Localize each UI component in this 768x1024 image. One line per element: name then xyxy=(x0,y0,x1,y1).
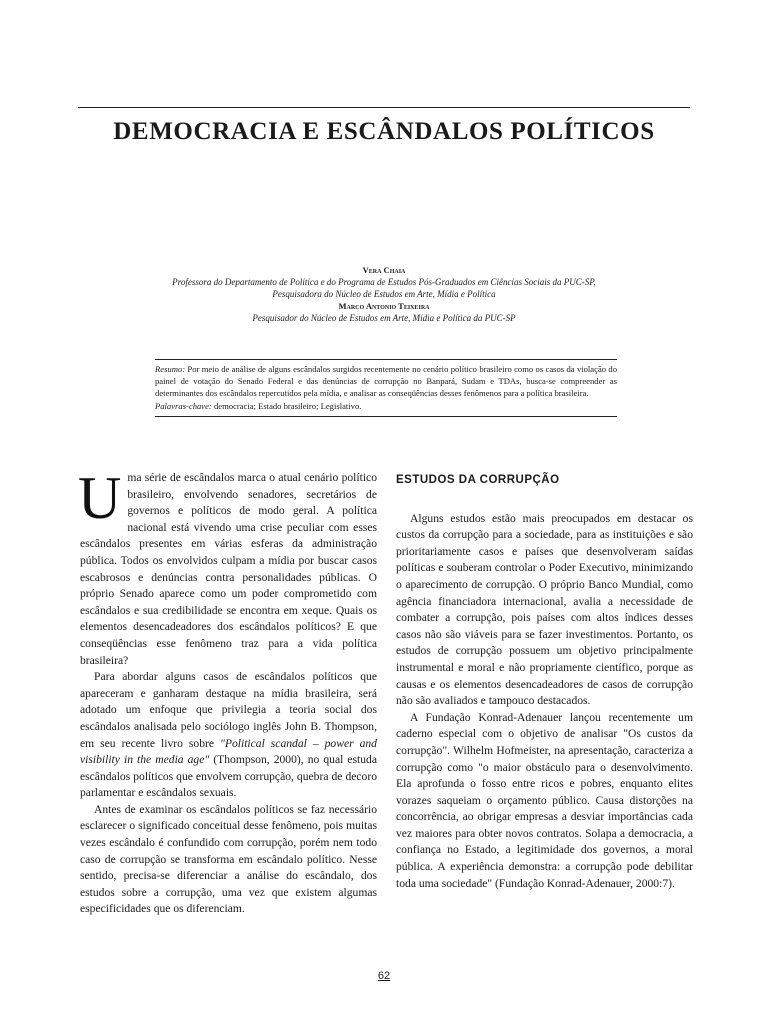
left-column xyxy=(78,465,377,918)
page-number: 62 xyxy=(377,970,391,982)
author-affiliation-1a: Professora do Departamento de Política e do Programa de Estudos Pós-Graduados em Ciências Sociais da PUC-SP, xyxy=(172,277,596,287)
right-paragraph-1: Alguns estudos estão mais preocupados em destacar os custos da corrupção para a sociedade, para as instituições e são prioritariamente casos e países que desenvolveram saídas políticas e souberam controlar o Poder Executivo, minimizando o aparecimento de corrupção. O próprio Banco Mundial, como agência financiadora internacional, avalia a necessidade de combater a corrupção, pois países com altos índices desses casos não são viáveis para se fazer investimentos. Portanto, os estudos de corrupção possuem um objetivo principalmente instrumental e moral e não propriamente científico, porque as causas e os elementos desencadeadores de casos de corrupção não são avaliados e tampouco destacados. xyxy=(396,511,693,708)
left-paragraph-2-text-a: Para abordar alguns casos de escândalos políticos que apareceram e ganharam destaque na mídia brasileira, será adotado um enfoque que privilegia a teoria social dos escândalos analisada pelo sociólogo inglês John B. Thompson, em seu recente livro sobre xyxy=(80,670,377,750)
abstract-text: Por meio de análise de alguns escândalos surgidos recentemente no cenário político brasileiro como os casos da violação do painel de votação do Senado Federal e das denúncias de corrupção no Banpará, Sudam e TDAs, busca-se compreender as determinantes dos escândalos repercutidos pela mídia, e analisar as conseqüências desses fenômenos para a política brasileira. xyxy=(155,364,617,399)
book-title-italic: "Political scandal – power and visibility in the media age" xyxy=(80,736,377,767)
author-affiliation-1b: Pesquisadora do Núcleo de Estudos em Arte, Mídia e Política xyxy=(272,289,496,299)
left-paragraph-3: Antes de examinar os escândalos políticos se faz necessário esclarecer o significado conceitual desse fenômeno, pois muitas vezes escândalo é confundido com corrupção, porém nem todo caso de corrupção se transforma em escândalo político. Nesse sentido, precisa-se diferenciar a análise do escândalo, dos estudos sobre a corrupção, uma vez que existem algumas especificidades que os diferenciam. xyxy=(80,802,377,916)
left-paragraph-1 xyxy=(78,465,377,669)
left-paragraph-2-text-b: (Thompson, 2000), no qual estuda escândalos políticos que envolvem corrupção, quebra de decoro parlamentar e escândalos sexuais. xyxy=(80,753,377,800)
left-paragraph-2 xyxy=(80,669,377,802)
author-name-2: Marco Antonio Teixeira xyxy=(338,301,430,311)
author-name-1: Vera Chaia xyxy=(362,265,406,275)
section-heading: ESTUDOS DA CORRUPÇÃO xyxy=(396,474,560,486)
right-column xyxy=(396,470,693,892)
title-top-rule xyxy=(78,107,690,108)
article-title: DEMOCRACIA E ESCÂNDALOS POLÍTICOS xyxy=(113,118,655,145)
abstract-paragraph xyxy=(155,363,617,400)
left-paragraph-1-text: ma série de escândalos marca o atual cenário político brasileiro, envolvendo senadores, secretários de governos e políticos de modo geral. A política nacional está vivendo uma crise peculiar com esses escândalos presentes em várias esferas da administração pública. Todos os envolvidos culpam a mídia por buscar casos escabrosos e denúncias contra personalidades públicas. O próprio Senado aparece como um poder comprometido com escândalos e sua credibilidade se encontra em xeque. Quais os elementos desencadeadores dos escândalos políticos? E que conseqüências esse fenômeno traz para a vida política brasileira? xyxy=(80,471,377,667)
author-affiliation-2: Pesquisador do Núcleo de Estudos em Arte, Mídia e Política da PUC-SP xyxy=(252,313,516,323)
abstract-label: Resumo: xyxy=(155,364,186,374)
drop-cap: U xyxy=(78,465,122,531)
right-paragraph-2: A Fundação Konrad-Adenauer lançou recentemente um caderno especial com o objetivo de analisar "Os custos da corrupção". Wilhelm Hofmeister, na apresentação, caracteriza a corrupção como "o maior obstáculo para o desenvolvimento. Ela aprofunda o fosso entre ricos e pobres, enquanto elites vorazes saqueiam o orçamento público. Causa distorções na concorrência, ao obrigar empresas a desviar importâncias cada vez maiores para obter novos contratos. Solapa a democracia, a confiança no Estado, a legitimidade dos governos, a moral pública. A experiência demonstra: a corrupção pode debilitar toda uma sociedade" (Fundação Konrad-Adenauer, 2000:7). xyxy=(396,710,693,890)
authors-block xyxy=(100,264,668,324)
abstract-box xyxy=(155,359,617,417)
keywords-line xyxy=(155,400,617,412)
keywords-text: democracia; Estado brasileiro; Legislativo. xyxy=(213,400,362,411)
keywords-label: Palavras-chave: xyxy=(155,400,212,411)
